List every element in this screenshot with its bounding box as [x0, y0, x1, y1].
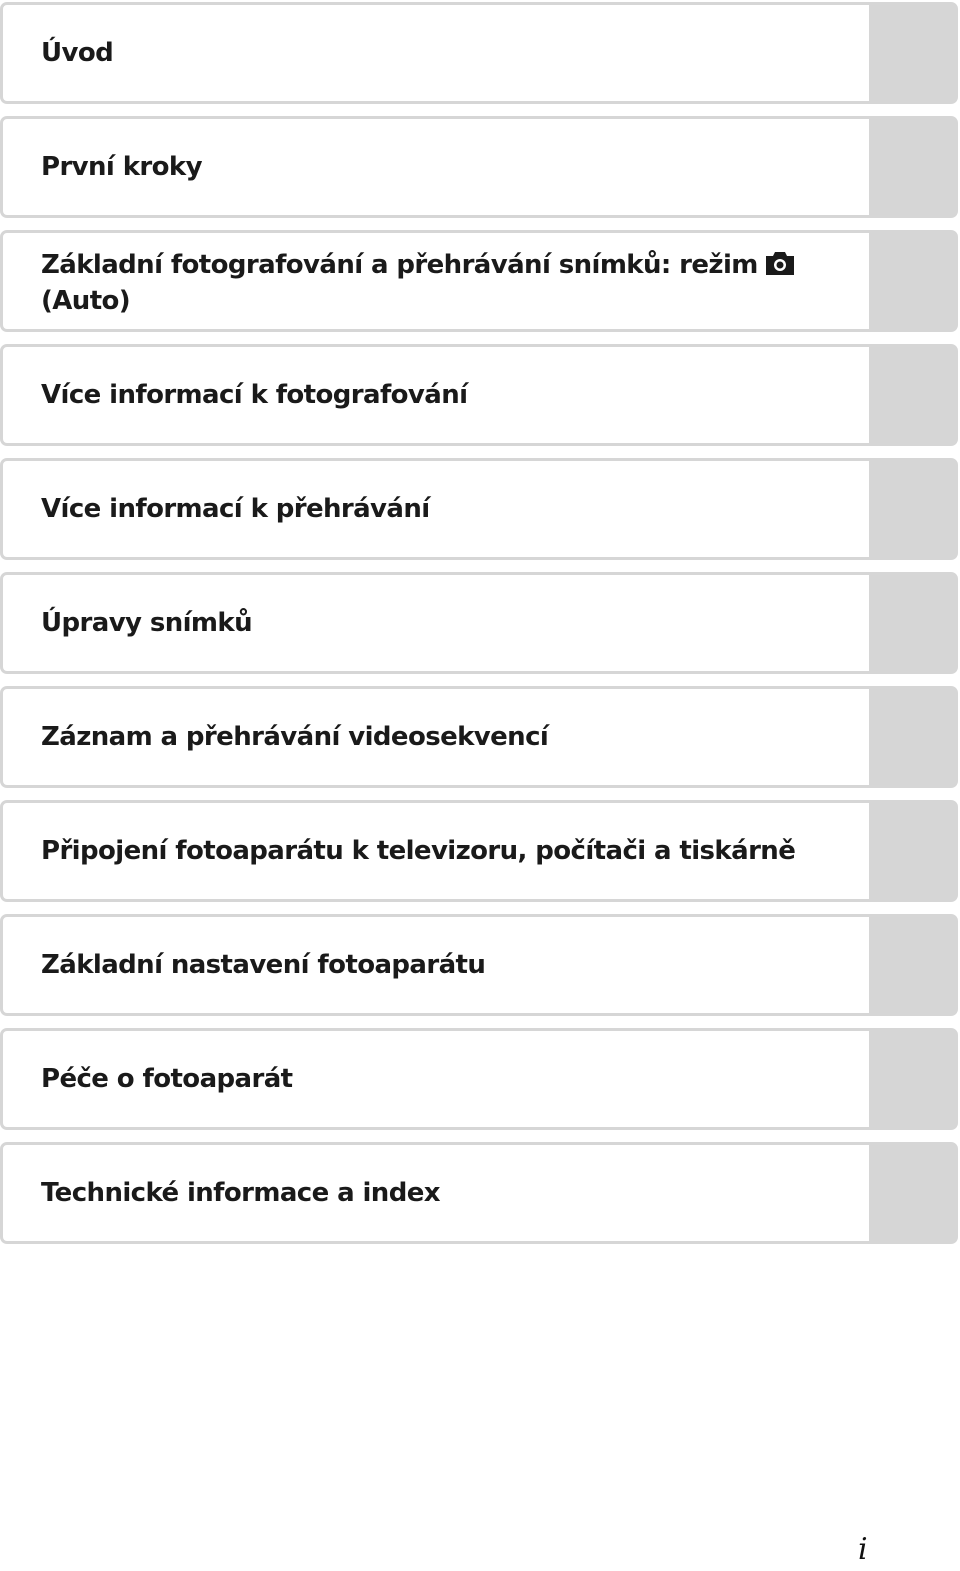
thumb-tab — [869, 5, 955, 101]
thumb-tab — [869, 917, 955, 1013]
toc-item-label: Více informací k přehrávání — [41, 494, 430, 524]
toc-item-label — [41, 247, 835, 319]
toc-item-label: Technické informace a index — [41, 1178, 440, 1208]
toc-item-upravy-snimku[interactable] — [0, 572, 958, 674]
toc-item-label: Péče o fotoaparát — [41, 1064, 293, 1094]
toc-item-technicke-informace[interactable] — [0, 1142, 958, 1244]
toc-item-label: Více informací k fotografování — [41, 380, 468, 410]
toc-item-label: Úpravy snímků — [41, 608, 253, 638]
toc-item-zakladni-nastaveni[interactable] — [0, 914, 958, 1016]
toc-item-vice-fotografovani[interactable] — [0, 344, 958, 446]
toc-item-label-line1: Základní fotografování a přehrávání snímků: režim — [41, 250, 758, 280]
toc-item-uvod[interactable] — [0, 2, 958, 104]
toc-item-label-line2: (Auto) — [41, 286, 131, 316]
thumb-tab — [869, 1031, 955, 1127]
toc-item-vice-prehravani[interactable] — [0, 458, 958, 560]
toc-item-pripojeni[interactable] — [0, 800, 958, 902]
table-of-contents — [0, 2, 960, 1256]
thumb-tab — [869, 119, 955, 215]
camera-icon — [764, 250, 796, 276]
toc-item-zakladni-fotografovani[interactable] — [0, 230, 958, 332]
thumb-tab — [869, 233, 955, 329]
thumb-tab — [869, 1145, 955, 1241]
thumb-tab — [869, 689, 955, 785]
toc-item-label: První kroky — [41, 152, 202, 182]
toc-item-label: Základní nastavení fotoaparátu — [41, 950, 486, 980]
toc-item-prvni-kroky[interactable] — [0, 116, 958, 218]
thumb-tab — [869, 461, 955, 557]
toc-item-label: Záznam a přehrávání videosekvencí — [41, 722, 549, 752]
page-number: i — [858, 1532, 868, 1567]
toc-item-zaznam-videosekvenci[interactable] — [0, 686, 958, 788]
thumb-tab — [869, 347, 955, 443]
thumb-tab — [869, 575, 955, 671]
toc-item-label: Připojení fotoaparátu k televizoru, počítači a tiskárně — [41, 836, 796, 866]
toc-item-pece[interactable] — [0, 1028, 958, 1130]
thumb-tab — [869, 803, 955, 899]
toc-item-label: Úvod — [41, 38, 114, 68]
